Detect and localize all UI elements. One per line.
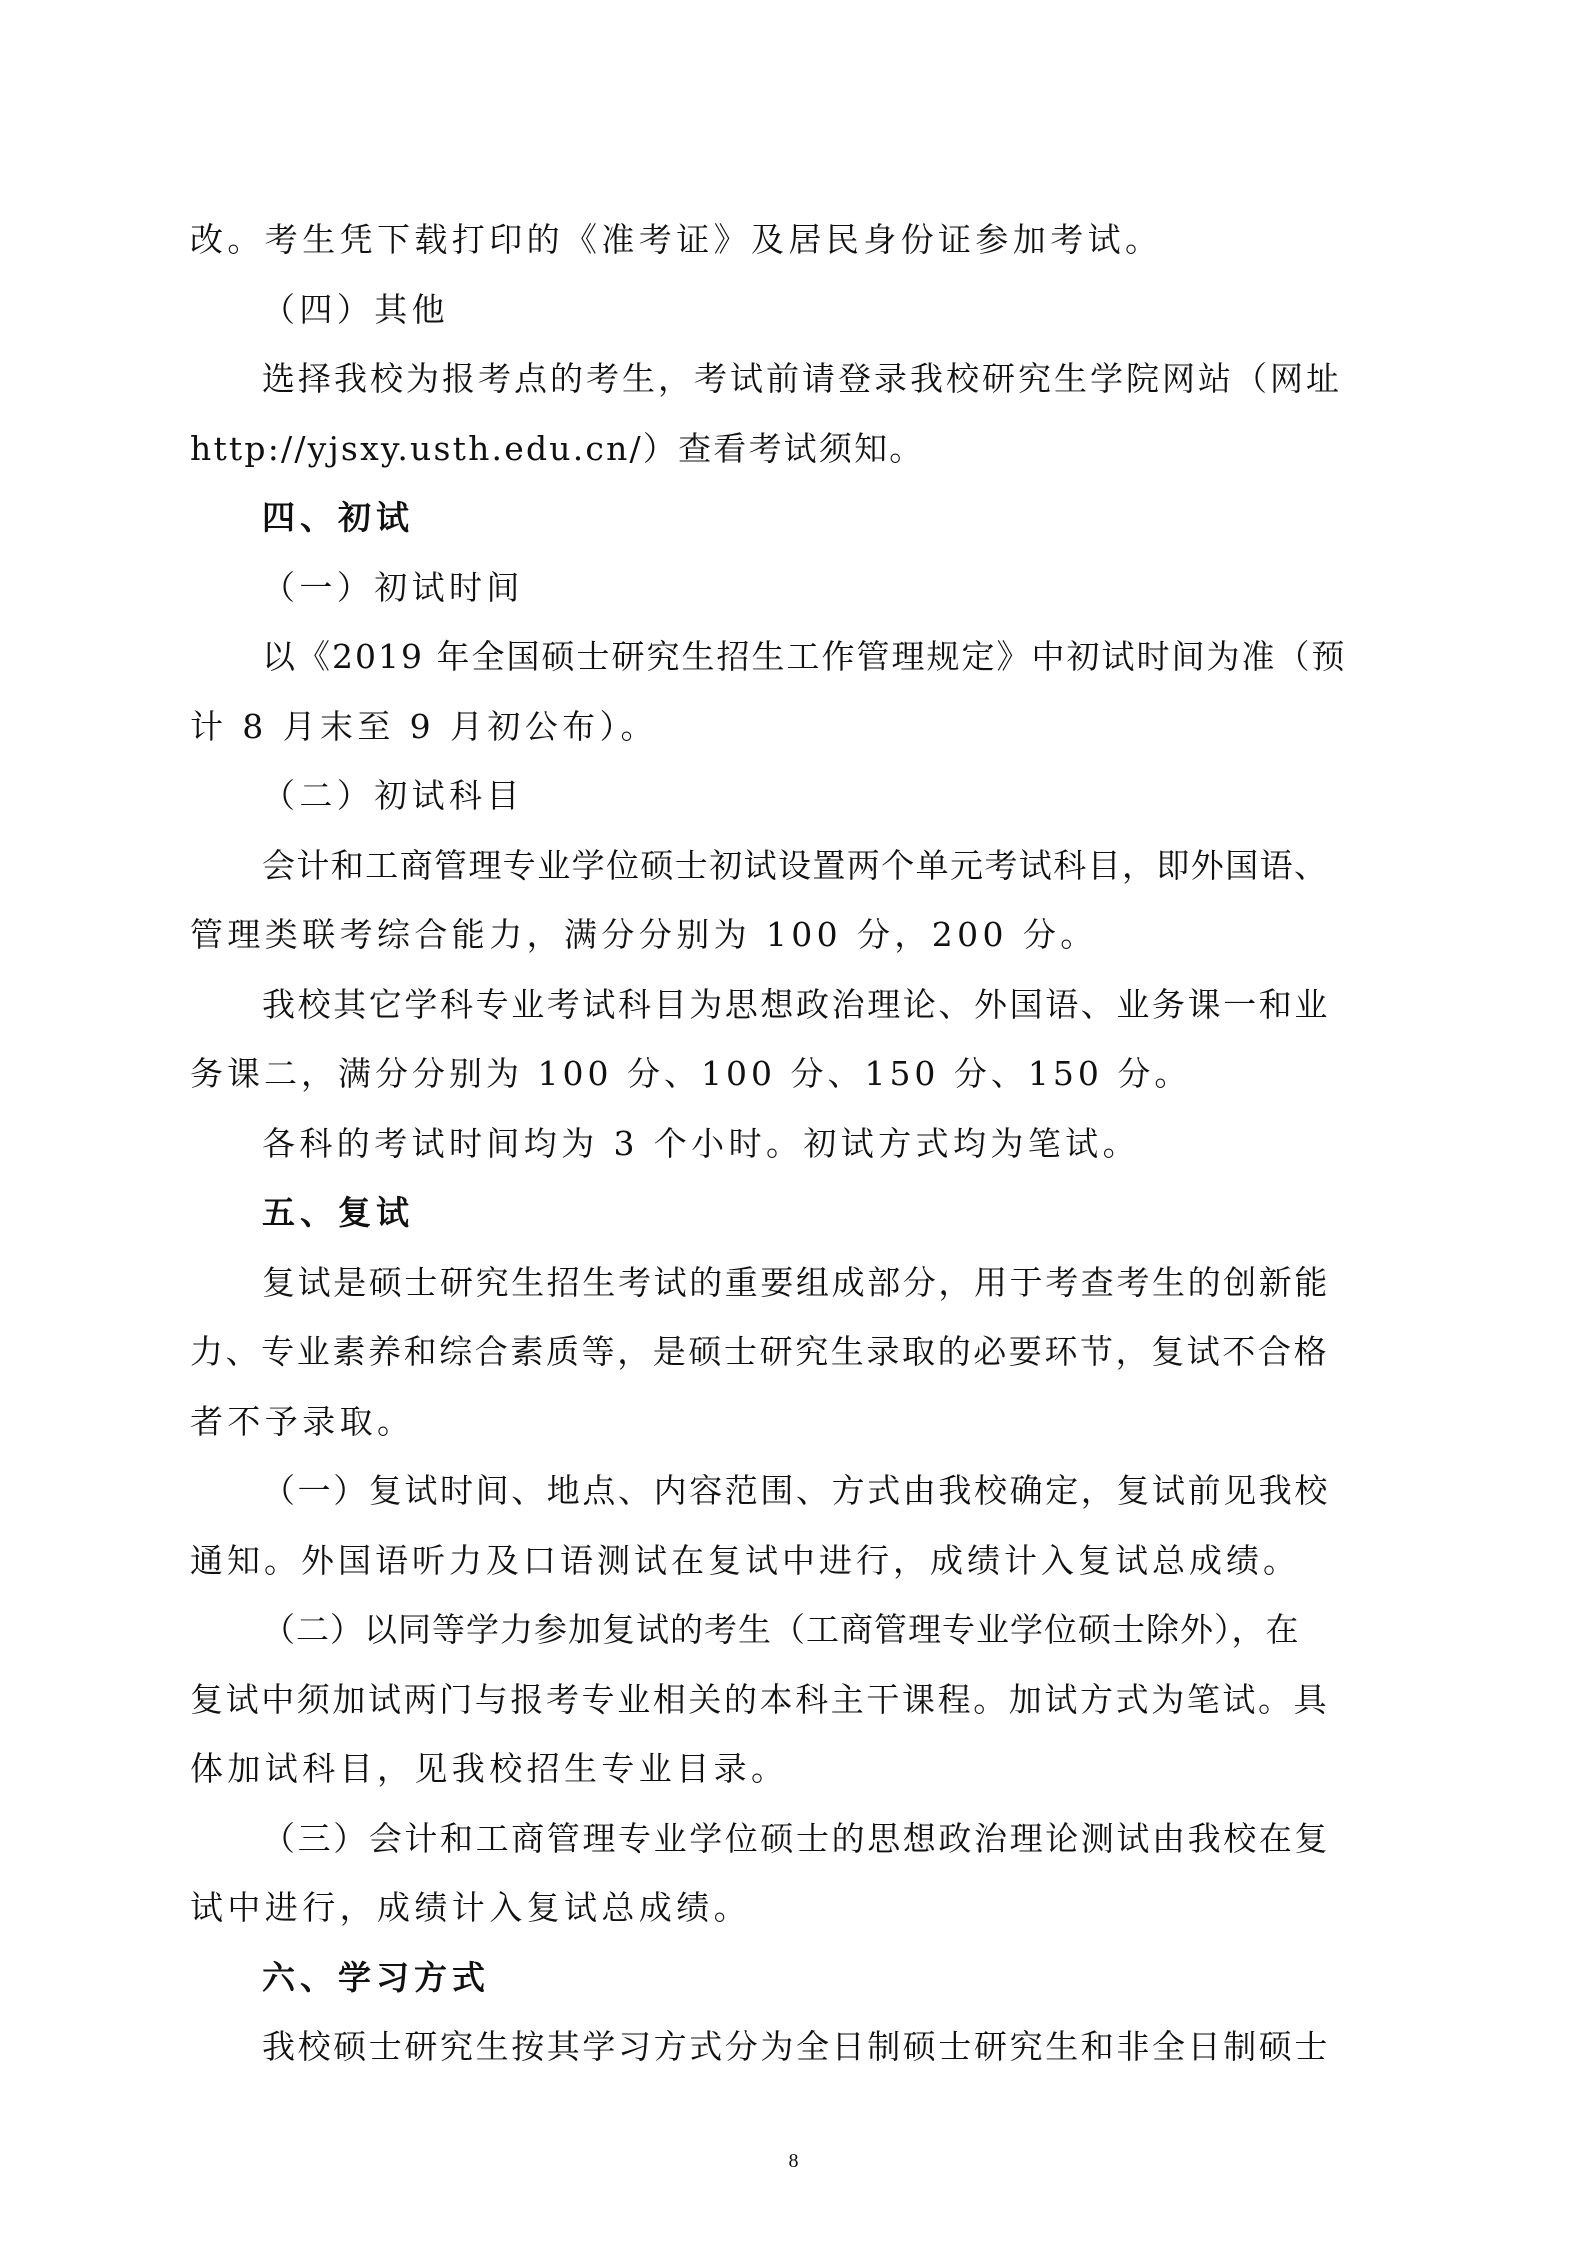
- text-line: 管理类联考综合能力，满分分别为 100 分，200 分。: [190, 915, 1098, 954]
- text-line: （二）初试科目: [262, 776, 524, 815]
- text-line: 各科的考试时间均为 3 个小时。初试方式均为笔试。: [262, 1123, 1140, 1163]
- text-line: 体加试科目，见我校招生专业目录。: [190, 1749, 789, 1788]
- text-line: 者不予录取。: [190, 1401, 415, 1441]
- section-heading: 四、初试: [262, 498, 414, 537]
- text-line: （二）以同等学力参加复试的考生（工商管理专业学位硕士除外），在: [262, 1610, 1300, 1649]
- text-line: http://yjsxy.usth.edu.cn/）查看考试须知。: [190, 428, 925, 468]
- section-heading: 六、学习方式: [262, 1957, 490, 1997]
- text-line: 选择我校为报考点的考生，考试前请登录我校研究生学院网站（网址: [262, 359, 1342, 398]
- section-heading: 五、复试: [262, 1193, 414, 1232]
- text-line: （一）初试时间: [262, 567, 524, 607]
- text-line: 试中进行，成绩计入复试总成绩。: [190, 1888, 751, 1927]
- text-line: 改。考生凭下载打印的《准考证》及居民身份证参加考试。: [190, 220, 1163, 259]
- text-line: 以《2019 年全国硕士研究生招生工作管理规定》中初试时间为准（预: [262, 637, 1347, 676]
- text-line: （三）会计和工商管理专业学位硕士的思想政治理论测试由我校在复: [262, 1818, 1330, 1858]
- text-line: 通知。外国语听力及口语测试在复试中进行，成绩计入复试总成绩。: [190, 1540, 1300, 1580]
- text-line: 务课二，满分分别为 100 分、100 分、150 分、150 分。: [190, 1054, 1192, 1093]
- text-line: （一）复试时间、地点、内容范围、方式由我校确定，复试前见我校: [262, 1471, 1330, 1510]
- page-number: 8: [788, 2150, 799, 2172]
- text-line: 复试中须加试两门与报考专业相关的本科主干课程。加试方式为笔试。具: [190, 1679, 1330, 1719]
- text-line: 我校其它学科专业考试科目为思想政治理论、外国语、业务课一和业: [262, 984, 1330, 1024]
- text-line: 计 8 月末至 9 月初公布）。: [190, 706, 658, 746]
- text-line: 会计和工商管理专业学位硕士初试设置两个单元考试科目，即外国语、: [262, 845, 1329, 885]
- text-line: （四）其他: [262, 289, 449, 329]
- body-text: [190, 205, 1400, 2082]
- text-line: 复试是硕士研究生招生考试的重要组成部分，用于考查考生的创新能: [262, 1262, 1330, 1302]
- text-line: 我校硕士研究生按其学习方式分为全日制硕士研究生和非全日制硕士: [262, 2027, 1330, 2066]
- text-line: 力、专业素养和综合素质等，是硕士研究生录取的必要环节，复试不合格: [190, 1332, 1330, 1371]
